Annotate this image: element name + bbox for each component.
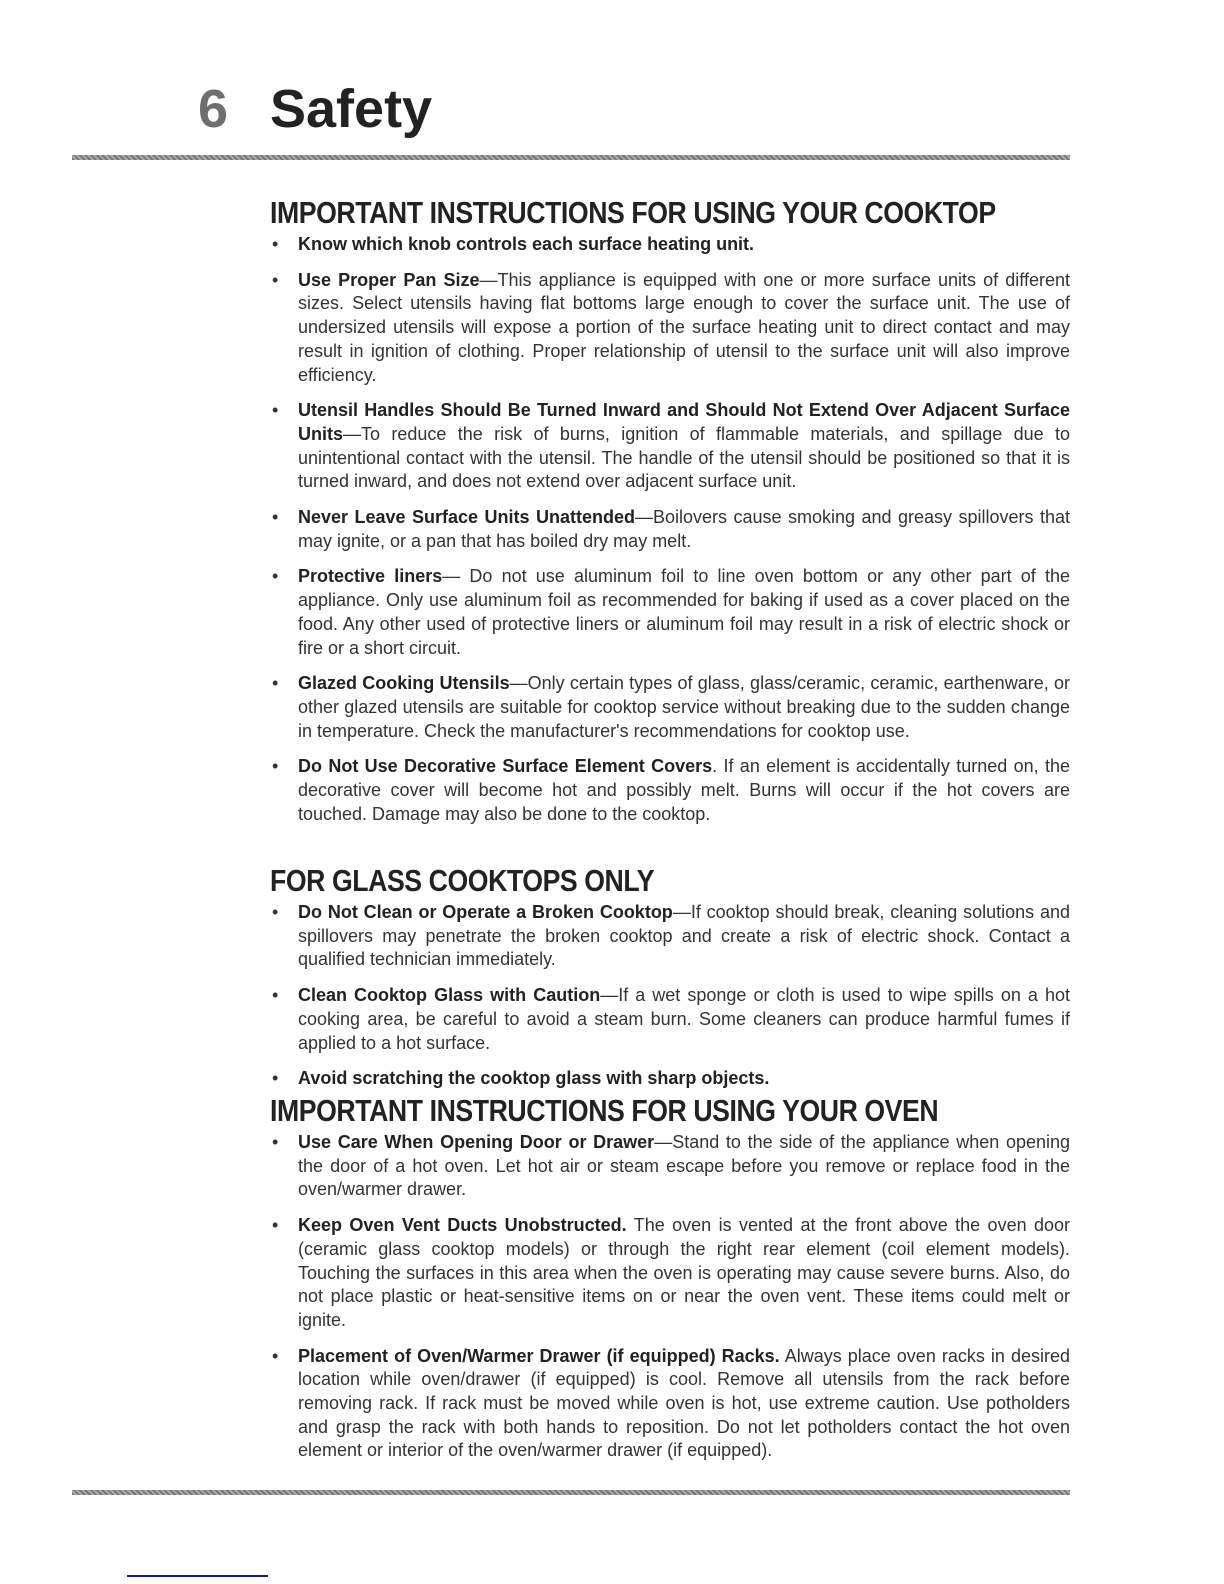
- bullet-item: [270, 984, 1070, 1055]
- chapter-number: 6: [198, 79, 229, 139]
- bullet-icon: •: [272, 902, 279, 922]
- bullet-icon: •: [272, 234, 279, 254]
- item-text: —This appliance is equipped with one or more surface units of different sizes. Select utensils having flat bottoms large enough to cover the surface unit. The use of undersized utensils will expose a portion of the surface heating unit to direct contact and may result in ignition of clothing. Proper relationship of utensil to the surface unit will also improve efficiency.: [298, 269, 1071, 385]
- bullet-item: [270, 399, 1070, 494]
- chapter-title: Safety: [270, 79, 433, 139]
- footer-rule: [72, 1490, 1070, 1495]
- item-title: Do Not Clean or Operate a Broken Cooktop: [298, 902, 673, 922]
- item-text: —If a wet sponge or cloth is used to wipe spills on a hot cooking area, be careful to avoid a steam burn. Some cleaners can produce harmful fumes if applied to a hot surface.: [298, 985, 1070, 1053]
- section-glass-cooktops: [270, 864, 1070, 1103]
- item-text: —If cooktop should break, cleaning solutions and spillovers may penetrate the broken cooktop and create a risk of electric shock. Contact a qualified technician immediately.: [298, 902, 1070, 970]
- item-title: Clean Cooktop Glass with Caution: [298, 985, 601, 1006]
- item-text: . If an element is accidentally turned on, the decorative cover will become hot and possibly melt. Burns will occur if the hot covers are touched. Damage may also be done to the cooktop.: [298, 756, 1070, 824]
- bullet-icon: •: [272, 1215, 279, 1236]
- section-oven: [270, 1094, 1070, 1475]
- bullet-item: [270, 1131, 1070, 1202]
- item-text: —To reduce the risk of burns, ignition of flammable materials, and spillage due to unintentional contact with the utensil. The handle of the utensil should be positioned so that it is turned inward, and does not extend over adjacent surface unit.: [298, 423, 1070, 492]
- bullet-item: [270, 1214, 1070, 1333]
- item-text: —Only certain types of glass, glass/ceramic, ceramic, earthenware, or other glazed utensils are suitable for cooktop service without breaking due to the sudden change in temperature. Check the manufacturer's recommendations for cooktop use.: [298, 673, 1070, 741]
- section-heading: FOR GLASS COOKTOPS ONLY: [270, 863, 655, 898]
- bullet-icon: •: [272, 1345, 279, 1366]
- item-title: Avoid scratching the cooktop glass with sharp objects.: [298, 1068, 770, 1089]
- item-title: Do Not Use Decorative Surface Element Covers: [298, 756, 713, 777]
- bullet-icon: •: [272, 566, 279, 587]
- bullet-item: [270, 233, 1070, 257]
- bullet-item: [270, 901, 1070, 972]
- bullet-icon: •: [272, 673, 279, 694]
- item-title: Use Care When Opening Door or Drawer: [298, 1132, 655, 1152]
- bullet-item: [270, 565, 1070, 660]
- bullet-item: [270, 1067, 1070, 1091]
- bullet-icon: •: [272, 1132, 279, 1152]
- item-title: Use Proper Pan Size: [298, 269, 480, 290]
- item-text: Always place oven racks in desired location while oven/drawer (if equipped) is cool. Remove all utensils from the rack before removing rack. If rack must be moved while oven is hot, use extreme caution. Use potholders and grasp the rack with both hands to reposition. Do not let potholders contact the hot oven element or interior of the oven/warmer drawer (if equipped).: [298, 1345, 1070, 1461]
- bullet-item: [270, 672, 1070, 743]
- bullet-icon: •: [272, 985, 279, 1006]
- section-heading: IMPORTANT INSTRUCTIONS FOR USING YOUR OVEN: [270, 1093, 939, 1128]
- item-title: Know which knob controls each surface heating unit.: [298, 234, 755, 254]
- item-title: Placement of Oven/Warmer Drawer (if equipped) Racks.: [298, 1345, 780, 1366]
- bullet-item: [270, 1345, 1070, 1464]
- item-title: Protective liners: [298, 566, 443, 587]
- section-cooktop: [270, 196, 1070, 838]
- bullet-icon: •: [272, 756, 279, 777]
- header-rule: [72, 155, 1070, 160]
- item-text: — Do not use aluminum foil to line oven bottom or any other part of the appliance. Only use aluminum foil as recommended for baking if used as a cover placed on the food. Any other used of protective liners or aluminum foil may result in a risk of electric shock or fire or a short circuit.: [298, 566, 1070, 658]
- item-text: The oven is vented at the front above the oven door (ceramic glass cooktop models) or through the right rear element (coil element models). Touching the surfaces in this area when the oven is operating may cause severe burns. Also, do not place plastic or heat-sensitive items on or near the oven vent. These items could melt or ignite.: [298, 1215, 1071, 1330]
- bullet-icon: •: [272, 507, 279, 528]
- item-title: Never Leave Surface Units Unattended: [298, 507, 635, 528]
- bullet-icon: •: [272, 1068, 279, 1089]
- item-title: Utensil Handles Should Be Turned Inward and Should Not Extend Over Adjacent Surface Units: [298, 400, 1070, 444]
- bullet-item: [270, 506, 1070, 553]
- bullet-item: [270, 269, 1070, 388]
- footer-link-underline[interactable]: [127, 1575, 268, 1577]
- section-heading: IMPORTANT INSTRUCTIONS FOR USING YOUR COOKTOP: [270, 195, 996, 230]
- item-title: Keep Oven Vent Ducts Unobstructed.: [298, 1215, 627, 1236]
- bullet-item: [270, 755, 1070, 826]
- item-text: —Stand to the side of the appliance when opening the door of a hot oven. Let hot air or steam escape before you remove or replace food in the oven/warmer drawer.: [298, 1132, 1071, 1200]
- bullet-icon: •: [272, 400, 279, 421]
- bullet-icon: •: [272, 269, 279, 290]
- item-text: —Boilovers cause smoking and greasy spillovers that may ignite, or a pan that has boiled dry may melt.: [298, 507, 1070, 551]
- item-title: Glazed Cooking Utensils: [298, 673, 510, 694]
